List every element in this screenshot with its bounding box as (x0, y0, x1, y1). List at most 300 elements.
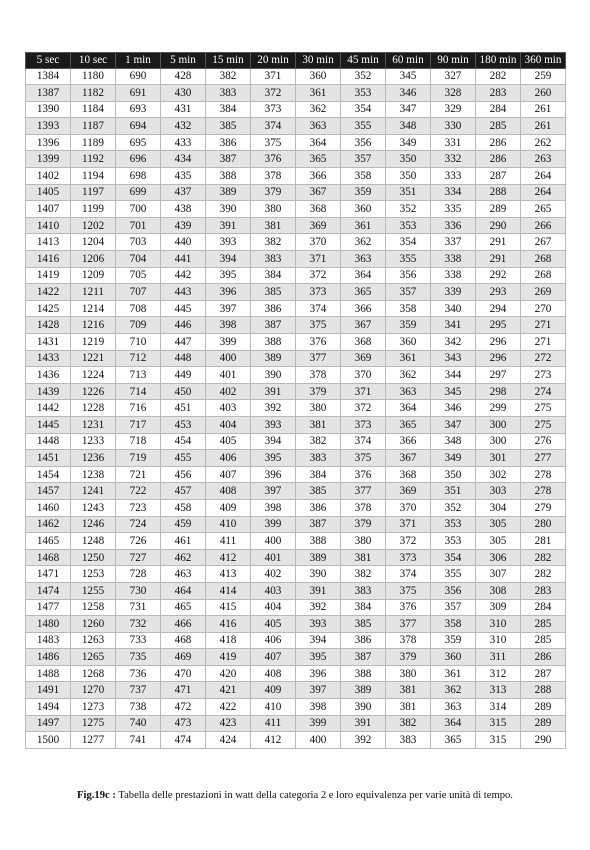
table-cell: 1468 (26, 549, 71, 566)
table-cell: 406 (251, 632, 296, 649)
table-cell: 709 (116, 317, 161, 334)
table-cell: 423 (206, 715, 251, 732)
table-cell: 379 (341, 516, 386, 533)
table-cell: 421 (206, 682, 251, 699)
table-row (26, 334, 566, 351)
table-cell: 374 (341, 433, 386, 450)
table-cell: 1265 (71, 649, 116, 666)
table-row (26, 450, 566, 467)
table-cell: 713 (116, 367, 161, 384)
table-cell: 394 (206, 251, 251, 268)
table-cell: 349 (386, 134, 431, 151)
table-cell: 1275 (71, 715, 116, 732)
table-cell: 381 (341, 549, 386, 566)
table-cell: 386 (251, 300, 296, 317)
table-cell: 1491 (26, 682, 71, 699)
table-cell: 375 (341, 450, 386, 467)
table-cell: 385 (251, 284, 296, 301)
table-cell: 408 (251, 665, 296, 682)
table-cell: 374 (296, 300, 341, 317)
table-cell: 432 (161, 118, 206, 135)
table-cell: 1228 (71, 400, 116, 417)
table-cell: 1483 (26, 632, 71, 649)
table-row (26, 317, 566, 334)
table-row (26, 168, 566, 185)
table-cell: 285 (521, 632, 566, 649)
table-cell: 351 (386, 184, 431, 201)
table-cell: 358 (431, 616, 476, 633)
table-cell: 396 (296, 665, 341, 682)
table-cell: 289 (521, 715, 566, 732)
table-cell: 390 (341, 699, 386, 716)
table-cell: 377 (296, 350, 341, 367)
table-cell: 395 (251, 450, 296, 467)
table-cell: 472 (161, 699, 206, 716)
table-cell: 368 (341, 334, 386, 351)
table-cell: 266 (521, 217, 566, 234)
table-cell: 336 (431, 217, 476, 234)
table-cell: 469 (161, 649, 206, 666)
table-cell: 359 (431, 632, 476, 649)
column-header: 1 min (116, 53, 161, 69)
table-cell: 372 (386, 533, 431, 550)
table-cell: 717 (116, 416, 161, 433)
column-header: 5 min (161, 53, 206, 69)
table-cell: 1405 (26, 184, 71, 201)
table-cell: 345 (431, 383, 476, 400)
table-cell: 382 (251, 234, 296, 251)
table-cell: 271 (521, 334, 566, 351)
table-cell: 398 (296, 699, 341, 716)
table-cell: 379 (296, 383, 341, 400)
table-cell: 424 (206, 732, 251, 749)
table-cell: 395 (206, 267, 251, 284)
table-row (26, 665, 566, 682)
table-cell: 726 (116, 533, 161, 550)
table-cell: 1231 (71, 416, 116, 433)
table-cell: 354 (431, 549, 476, 566)
table-cell: 691 (116, 85, 161, 102)
table-cell: 286 (476, 134, 521, 151)
table-cell: 302 (476, 466, 521, 483)
table-cell: 297 (476, 367, 521, 384)
table-cell: 280 (521, 516, 566, 533)
table-cell: 315 (476, 715, 521, 732)
table-row (26, 217, 566, 234)
table-cell: 361 (296, 85, 341, 102)
table-row (26, 400, 566, 417)
table-cell: 364 (431, 715, 476, 732)
table-cell: 289 (521, 699, 566, 716)
table-cell: 1209 (71, 267, 116, 284)
table-cell: 1393 (26, 118, 71, 135)
table-cell: 1477 (26, 599, 71, 616)
table-cell: 422 (206, 699, 251, 716)
table-cell: 364 (341, 267, 386, 284)
table-cell: 282 (476, 68, 521, 85)
table-cell: 365 (296, 151, 341, 168)
table-cell: 440 (161, 234, 206, 251)
table-cell: 1433 (26, 350, 71, 367)
table-cell: 1396 (26, 134, 71, 151)
table-cell: 733 (116, 632, 161, 649)
table-cell: 359 (386, 317, 431, 334)
table-cell: 699 (116, 184, 161, 201)
table-row (26, 118, 566, 135)
table-cell: 1497 (26, 715, 71, 732)
table-row (26, 300, 566, 317)
table-cell: 1197 (71, 184, 116, 201)
table-cell: 388 (341, 665, 386, 682)
table-row (26, 732, 566, 749)
table-cell: 335 (431, 201, 476, 218)
table-cell: 284 (476, 101, 521, 118)
table-row (26, 682, 566, 699)
table-cell: 737 (116, 682, 161, 699)
table-cell: 374 (386, 566, 431, 583)
table-cell: 358 (341, 168, 386, 185)
table-cell: 377 (386, 616, 431, 633)
table-cell: 388 (296, 533, 341, 550)
table-cell: 298 (476, 383, 521, 400)
table-cell: 1221 (71, 350, 116, 367)
table-cell: 1439 (26, 383, 71, 400)
table-cell: 340 (431, 300, 476, 317)
table-cell: 1425 (26, 300, 71, 317)
table-row (26, 85, 566, 102)
table-cell: 405 (251, 616, 296, 633)
table-cell: 356 (341, 134, 386, 151)
table-cell: 1488 (26, 665, 71, 682)
table-cell: 399 (206, 334, 251, 351)
table-cell: 365 (431, 732, 476, 749)
table-cell: 1194 (71, 168, 116, 185)
table-cell: 1465 (26, 533, 71, 550)
table-cell: 375 (296, 317, 341, 334)
table-cell: 1471 (26, 566, 71, 583)
table-cell: 398 (251, 499, 296, 516)
table-cell: 397 (296, 682, 341, 699)
table-cell: 413 (206, 566, 251, 583)
table-cell: 379 (251, 184, 296, 201)
table-cell: 1216 (71, 317, 116, 334)
table-row (26, 234, 566, 251)
table-cell: 1241 (71, 483, 116, 500)
table-cell: 1416 (26, 251, 71, 268)
table-row (26, 201, 566, 218)
header-row (26, 53, 566, 69)
table-cell: 391 (251, 383, 296, 400)
table-cell: 723 (116, 499, 161, 516)
table-row (26, 251, 566, 268)
table-cell: 1474 (26, 582, 71, 599)
table-cell: 378 (341, 499, 386, 516)
table-cell: 337 (431, 234, 476, 251)
table-cell: 704 (116, 251, 161, 268)
table-cell: 339 (431, 284, 476, 301)
table-row (26, 267, 566, 284)
table-cell: 270 (521, 300, 566, 317)
table-cell: 373 (386, 549, 431, 566)
table-cell: 1402 (26, 168, 71, 185)
table-row (26, 284, 566, 301)
table-cell: 1407 (26, 201, 71, 218)
table-cell: 442 (161, 267, 206, 284)
table-cell: 365 (386, 416, 431, 433)
table-cell: 363 (386, 383, 431, 400)
table-cell: 1202 (71, 217, 116, 234)
table-cell: 439 (161, 217, 206, 234)
table-cell: 366 (341, 300, 386, 317)
table-cell: 310 (476, 616, 521, 633)
table-cell: 722 (116, 483, 161, 500)
table-cell: 262 (521, 134, 566, 151)
table-cell: 389 (251, 350, 296, 367)
table-cell: 1233 (71, 433, 116, 450)
performance-table-container (25, 52, 566, 749)
table-cell: 430 (161, 85, 206, 102)
table-cell: 267 (521, 234, 566, 251)
table-cell: 367 (296, 184, 341, 201)
table-cell: 1243 (71, 499, 116, 516)
table-cell: 288 (476, 184, 521, 201)
table-cell: 353 (431, 516, 476, 533)
table-cell: 458 (161, 499, 206, 516)
table-cell: 353 (431, 533, 476, 550)
table-cell: 1451 (26, 450, 71, 467)
table-cell: 450 (161, 383, 206, 400)
table-cell: 457 (161, 483, 206, 500)
table-cell: 1260 (71, 616, 116, 633)
table-cell: 360 (386, 334, 431, 351)
table-cell: 735 (116, 649, 161, 666)
table-row (26, 367, 566, 384)
table-cell: 271 (521, 317, 566, 334)
table-cell: 300 (476, 416, 521, 433)
table-cell: 454 (161, 433, 206, 450)
table-cell: 724 (116, 516, 161, 533)
table-row (26, 184, 566, 201)
table-cell: 703 (116, 234, 161, 251)
table-cell: 390 (251, 367, 296, 384)
table-cell: 390 (296, 566, 341, 583)
table-cell: 290 (476, 217, 521, 234)
table-cell: 367 (341, 317, 386, 334)
table-cell: 357 (341, 151, 386, 168)
table-cell: 470 (161, 665, 206, 682)
table-cell: 403 (251, 582, 296, 599)
table-cell: 1428 (26, 317, 71, 334)
table-cell: 695 (116, 134, 161, 151)
table-cell: 268 (521, 251, 566, 268)
table-cell: 312 (476, 665, 521, 682)
table-cell: 387 (296, 516, 341, 533)
table-cell: 392 (296, 599, 341, 616)
table-cell: 360 (296, 68, 341, 85)
table-cell: 344 (431, 367, 476, 384)
table-cell: 314 (476, 699, 521, 716)
table-cell: 333 (431, 168, 476, 185)
table-cell: 373 (251, 101, 296, 118)
table-cell: 438 (161, 201, 206, 218)
table-cell: 732 (116, 616, 161, 633)
table-cell: 272 (521, 350, 566, 367)
table-cell: 279 (521, 499, 566, 516)
table-cell: 401 (251, 549, 296, 566)
table-row (26, 499, 566, 516)
table-cell: 412 (251, 732, 296, 749)
table-cell: 386 (296, 499, 341, 516)
table-cell: 1199 (71, 201, 116, 218)
table-cell: 381 (251, 217, 296, 234)
table-row (26, 516, 566, 533)
table-cell: 362 (386, 367, 431, 384)
table-cell: 399 (296, 715, 341, 732)
table-cell: 696 (116, 151, 161, 168)
table-cell: 263 (521, 151, 566, 168)
table-cell: 392 (251, 400, 296, 417)
table-row (26, 466, 566, 483)
table-cell: 1390 (26, 101, 71, 118)
table-cell: 391 (341, 715, 386, 732)
table-cell: 428 (161, 68, 206, 85)
table-cell: 361 (341, 217, 386, 234)
table-cell: 1219 (71, 334, 116, 351)
table-cell: 1399 (26, 151, 71, 168)
table-cell: 350 (386, 168, 431, 185)
table-cell: 451 (161, 400, 206, 417)
table-cell: 403 (206, 400, 251, 417)
table-cell: 1211 (71, 284, 116, 301)
table-cell: 718 (116, 433, 161, 450)
table-cell: 368 (296, 201, 341, 218)
table-cell: 345 (386, 68, 431, 85)
table-cell: 300 (476, 433, 521, 450)
table-cell: 402 (251, 566, 296, 583)
table-cell: 471 (161, 682, 206, 699)
table-cell: 364 (296, 134, 341, 151)
table-cell: 291 (476, 234, 521, 251)
table-cell: 1226 (71, 383, 116, 400)
caption-label: Fig.19c : (77, 790, 116, 801)
table-cell: 371 (386, 516, 431, 533)
table-cell: 721 (116, 466, 161, 483)
table-cell: 400 (296, 732, 341, 749)
table-cell: 406 (206, 450, 251, 467)
table-cell: 370 (341, 367, 386, 384)
table-cell: 282 (521, 549, 566, 566)
table-cell: 468 (161, 632, 206, 649)
table-cell: 409 (251, 682, 296, 699)
table-cell: 397 (251, 483, 296, 500)
table-cell: 360 (431, 649, 476, 666)
table-cell: 1500 (26, 732, 71, 749)
table-cell: 363 (431, 699, 476, 716)
table-cell: 290 (521, 732, 566, 749)
table-cell: 348 (386, 118, 431, 135)
table-cell: 1204 (71, 234, 116, 251)
table-cell: 291 (476, 251, 521, 268)
table-cell: 466 (161, 616, 206, 633)
table-cell: 371 (296, 251, 341, 268)
table-cell: 342 (431, 334, 476, 351)
table-cell: 1448 (26, 433, 71, 450)
table-cell: 1206 (71, 251, 116, 268)
table-cell: 727 (116, 549, 161, 566)
table-cell: 356 (431, 582, 476, 599)
table-cell: 390 (206, 201, 251, 218)
table-cell: 378 (251, 168, 296, 185)
table-cell: 416 (206, 616, 251, 633)
table-cell: 396 (251, 466, 296, 483)
figure-caption (0, 790, 590, 801)
table-cell: 415 (206, 599, 251, 616)
table-cell: 384 (251, 267, 296, 284)
table-cell: 380 (251, 201, 296, 218)
table-cell: 353 (341, 85, 386, 102)
table-row (26, 134, 566, 151)
table-cell: 331 (431, 134, 476, 151)
table-cell: 400 (206, 350, 251, 367)
table-cell: 728 (116, 566, 161, 583)
table-cell: 736 (116, 665, 161, 682)
column-header: 60 min (386, 53, 431, 69)
table-cell: 371 (251, 68, 296, 85)
table-cell: 383 (296, 450, 341, 467)
table-cell: 376 (386, 599, 431, 616)
table-cell: 705 (116, 267, 161, 284)
table-cell: 332 (431, 151, 476, 168)
table-cell: 394 (251, 433, 296, 450)
table-cell: 296 (476, 334, 521, 351)
table-header (26, 53, 566, 69)
table-cell: 1255 (71, 582, 116, 599)
table-cell: 269 (521, 284, 566, 301)
table-cell: 1462 (26, 516, 71, 533)
table-cell: 398 (206, 317, 251, 334)
table-cell: 382 (206, 68, 251, 85)
table-cell: 431 (161, 101, 206, 118)
table-cell: 700 (116, 201, 161, 218)
table-cell: 283 (476, 85, 521, 102)
table-cell: 378 (386, 632, 431, 649)
table-cell: 1431 (26, 334, 71, 351)
table-cell: 329 (431, 101, 476, 118)
table-cell: 708 (116, 300, 161, 317)
table-cell: 380 (341, 533, 386, 550)
table-cell: 368 (386, 466, 431, 483)
table-cell: 372 (251, 85, 296, 102)
table-cell: 261 (521, 118, 566, 135)
table-cell: 382 (296, 433, 341, 450)
table-cell: 1189 (71, 134, 116, 151)
table-cell: 338 (431, 267, 476, 284)
table-cell: 393 (296, 616, 341, 633)
table-cell: 389 (341, 682, 386, 699)
table-cell: 283 (521, 582, 566, 599)
table-cell: 301 (476, 450, 521, 467)
table-cell: 404 (206, 416, 251, 433)
table-cell: 357 (431, 599, 476, 616)
table-cell: 348 (431, 433, 476, 450)
table-cell: 285 (476, 118, 521, 135)
table-cell: 719 (116, 450, 161, 467)
table-cell: 393 (206, 234, 251, 251)
table-cell: 445 (161, 300, 206, 317)
table-cell: 395 (296, 649, 341, 666)
table-cell: 474 (161, 732, 206, 749)
table-cell: 407 (251, 649, 296, 666)
